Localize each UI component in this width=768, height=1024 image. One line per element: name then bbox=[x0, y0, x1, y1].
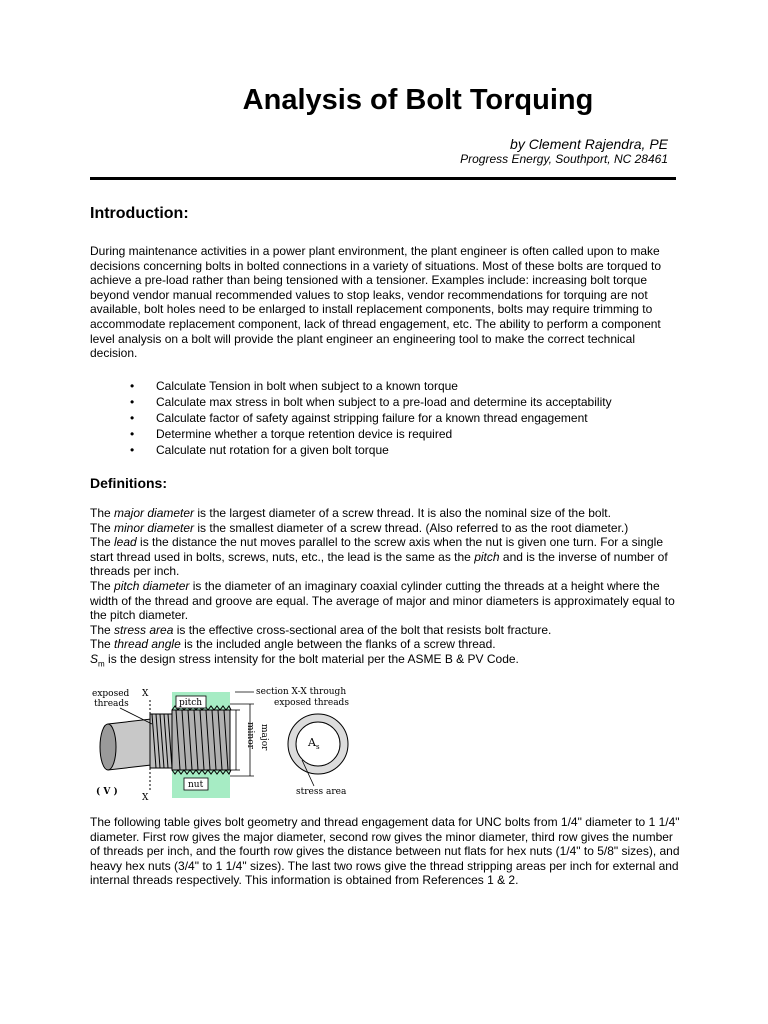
term-pitch: pitch bbox=[474, 549, 500, 564]
def-sm: $S_m$ is the design stress intensity for the bolt material per the ASME B & PV Code. bbox=[90, 651, 519, 669]
list-item: • Calculate nut rotation for a given bolt torque bbox=[130, 442, 612, 458]
as-subscript: s bbox=[316, 743, 320, 751]
section-label-1: section X-X through bbox=[256, 687, 347, 697]
introduction-heading: Introduction: bbox=[90, 205, 189, 222]
list-item: • Calculate Tension in bolt when subject to a known torque bbox=[130, 378, 612, 394]
major-label: major bbox=[259, 724, 269, 751]
introduction-paragraph: During maintenance activities in a power plant environment, the plant engineer is often called upon to make decisions concerning bolts in bolted connections in a variety of situations. Most of these bolts are torqued to achieve a pre-load rather than being tensioned with a tensioner. Examples include: increasing bolt torque beyond vendor manual recommended values to stop leaks, vendor recommendations for torquing are not available, bolt holes need to be enlarged to install replacement components, bolts may require trimming to accommodate replacement component, lack of thread engagement, etc. The ability to perform a component level analysis on a bolt will provide the plant engineer an engineering tool to make the correct technical decision. bbox=[90, 244, 661, 361]
def-stress-area: The stress area is the effective cross-sectional area of the bolt that resists bolt fracture. bbox=[90, 622, 552, 637]
def-minor-diameter: The minor diameter is the smallest diameter of a screw thread. (Also referred to as the root diameter.) bbox=[90, 520, 629, 535]
definitions-block bbox=[90, 506, 680, 672]
exposed-label-2: threads bbox=[94, 699, 129, 709]
pitch-label: pitch bbox=[179, 698, 203, 708]
affiliation-line: Progress Energy, Southport, NC 28461 bbox=[460, 152, 668, 166]
list-item: • Determine whether a torque retention device is required bbox=[130, 426, 612, 442]
followup-paragraph: The following table gives bolt geometry and thread engagement data for UNC bolts from 1/4" diameter to 1 1/4" diameter. First row gives the major diameter, second row gives the minor diameter, third row gives the number of threads per inch, and the fourth row gives the distance between nut flats for hex nuts (1/4" to 5/8" sizes), and heavy hex nuts (3/4" to 1 1/4" sizes). The last two rows give the thread stripping areas per inch for external and internal threads respectively. This information is obtained from References 1 & 2. bbox=[90, 815, 680, 888]
exposed-label-1: exposed bbox=[92, 689, 130, 699]
as-symbol: A bbox=[308, 736, 316, 749]
term-lead: lead bbox=[114, 535, 137, 550]
minor-label-1: minor bbox=[245, 722, 255, 749]
definitions-heading: Definitions: bbox=[90, 475, 167, 491]
term-minor-diameter: minor diameter bbox=[114, 520, 195, 535]
author-line: by Clement Rajendra, PE bbox=[510, 136, 668, 152]
list-item: • Calculate factor of safety against stripping failure for a known thread engagement bbox=[130, 410, 612, 426]
bolt-end bbox=[100, 724, 116, 770]
list-item: • Calculate max stress in bolt when subject to a pre-load and determine its acceptability bbox=[130, 394, 612, 410]
stress-area-label: stress area bbox=[296, 787, 347, 797]
bolt-thread-diagram bbox=[90, 684, 360, 802]
v-label: ( V ) bbox=[96, 787, 118, 797]
nut-label: nut bbox=[188, 780, 204, 790]
def-lead: The lead is the distance the nut moves parallel to the screw axis when the nut is given one turn. For a single start thread used in bolts, screws, nuts, etc., the lead is the same as the pitch and is the inverse of number of threads per inch. bbox=[90, 535, 668, 579]
def-thread-angle: The thread angle is the included angle between the flanks of a screw thread. bbox=[90, 637, 496, 652]
document-title: Analysis of Bolt Torquing bbox=[242, 84, 594, 116]
def-pitch-diameter: The pitch diameter is the diameter of an imaginary coaxial cylinder cutting the threads at a height where the width of the thread and groove are equal. The average of major and minor diameters is approximately equal to the pitch diameter. bbox=[90, 578, 675, 623]
sm-subscript: m bbox=[98, 659, 105, 669]
section-label-2: exposed threads bbox=[274, 698, 349, 708]
title-rule bbox=[90, 177, 676, 180]
term-thread-angle: thread angle bbox=[114, 637, 181, 652]
term-pitch-diameter: pitch diameter bbox=[114, 578, 190, 593]
objectives-list bbox=[130, 378, 612, 458]
def-major-diameter: The major diameter is the largest diameter of a screw thread. It is also the nominal size of the bolt. bbox=[90, 506, 611, 520]
sm-symbol: S bbox=[90, 651, 99, 666]
term-stress-area: stress area bbox=[114, 622, 174, 637]
term-major-diameter: major diameter bbox=[114, 506, 195, 520]
x-top-label: X bbox=[142, 689, 149, 699]
x-bottom-label: X bbox=[142, 793, 149, 802]
